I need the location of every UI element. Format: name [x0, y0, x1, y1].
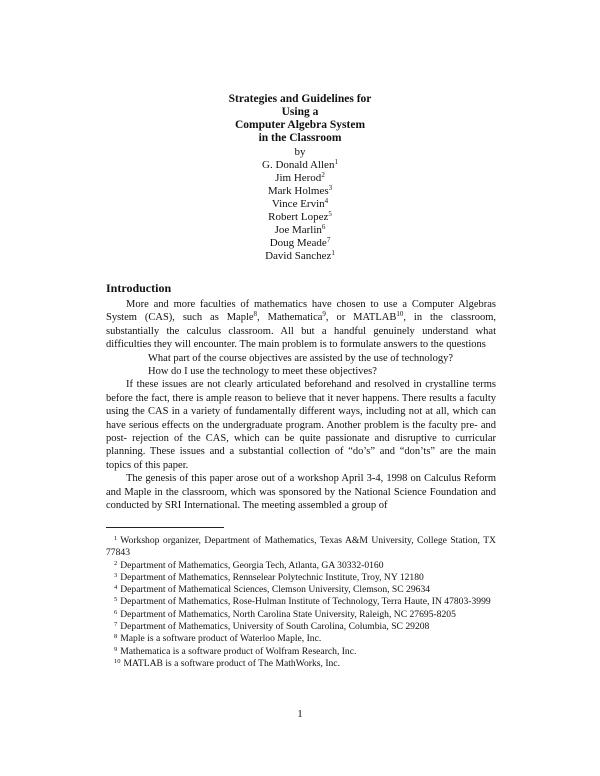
footnote-number: 2	[114, 559, 118, 567]
footnote-number: 5	[114, 596, 118, 604]
footnote-rule	[106, 527, 224, 528]
footnote	[106, 584, 496, 596]
question: What part of the course objectives are assisted by the use of technology?	[148, 352, 453, 364]
footnote	[106, 621, 496, 633]
author	[0, 172, 600, 185]
footnote-text: Department of Mathematics, Rose-Hulman Institute of Technology, Terra Haute, IN 47803-3999	[120, 596, 491, 608]
footnote	[106, 596, 496, 608]
footnote-mark: 7	[326, 236, 331, 244]
paragraph: The genesis of this paper arose out of a workshop April 3-4, 1998 on Calculus Reform and Maple in the classroom, which was sponsored by the National Science Foundation and conducted by SRI International. The meeting assembled a group of	[106, 473, 496, 512]
question: How do I use the technology to meet these objectives?	[148, 366, 377, 378]
paragraph	[106, 298, 496, 352]
footnote-mark: 9	[322, 310, 326, 319]
title-block	[0, 93, 600, 263]
footnote-number: 1	[114, 535, 118, 542]
author-name: Jim Herod	[275, 172, 322, 184]
footnote-number: 8	[114, 633, 118, 641]
footnote-mark: 10	[396, 310, 404, 319]
author	[0, 250, 600, 263]
footnote-text: Department of Mathematics, North Carolina State University, Raleigh, NC 27695-8205	[120, 608, 456, 620]
footnote	[106, 658, 496, 670]
author	[0, 198, 600, 211]
text-run: , in the classroom, substantially the calculus classroom. All but a handful genuinely understand what difficulties they will encounter. The main problem is to formulate answers to the questions	[106, 312, 496, 351]
footnote-mark: 8	[253, 310, 258, 319]
footnote	[106, 572, 496, 584]
footnote-number: 7	[114, 621, 118, 629]
page-number: 1	[297, 708, 303, 720]
footnote-mark: 5	[328, 210, 332, 218]
author-name: Doug Meade	[269, 237, 327, 249]
body-text	[106, 298, 496, 513]
text-run: More and more faculties of mathematics have chosen to use a Computer Algebras System (CAS), such as Maple	[106, 299, 496, 324]
author	[0, 159, 600, 172]
footnote-number: 9	[114, 645, 118, 653]
author	[0, 237, 600, 250]
paragraph: If these issues are not clearly articulated beforehand and resolved in crystalline terms before the fact, there is ample reason to believe that it never happens. There results a faculty using the CAS in a variety of fundamentally different ways, including not at all, which can have serious effects on the undergraduate program. Another problem is the faculty pre- and post- rejection of the CAS, which can be quite passionate and disruptive to curricular planning. These issues and a substantial collection of “do’s” and “don’ts” are the main topics of this paper.	[106, 379, 496, 471]
author-name: Robert Lopez	[268, 211, 329, 223]
title-line: Using a	[281, 106, 319, 118]
author	[0, 185, 600, 198]
footnote	[106, 560, 496, 572]
footnote-number: 6	[114, 608, 118, 616]
footnote-text: Department of Mathematics, Georgia Tech, Atlanta, GA 30332-0160	[120, 559, 384, 571]
text-run: , Mathematica	[257, 312, 323, 324]
footnote-text: Mathematica is a software product of Wolfram Research, Inc.	[120, 645, 357, 657]
author	[0, 211, 600, 224]
footnote	[106, 646, 496, 658]
footnote-mark: 1	[334, 158, 338, 166]
title-line: Strategies and Guidelines for	[228, 93, 372, 105]
footnote-mark: 4	[324, 197, 329, 205]
author-name: Vince Ervin	[271, 198, 325, 210]
footnote	[106, 633, 496, 645]
footnote-text: Department of Mathematical Sciences, Clemson University, Clemson, SC 29634	[120, 584, 431, 596]
footnote-text: MATLAB is a software product of The MathWorks, Inc.	[123, 657, 340, 669]
text-run: , or MATLAB	[325, 312, 397, 324]
footnote-number: 10	[114, 657, 121, 665]
author-name: Mark Holmes	[267, 185, 329, 197]
footnote-mark: 6	[321, 223, 326, 231]
footnote-mark: 3	[328, 184, 333, 192]
footnote-number: 3	[114, 571, 118, 579]
title-line: Computer Algebra System	[234, 119, 366, 131]
footnote-text: Workshop organizer, Department of Mathematics, Texas A&M University, College Station, TX 77843	[106, 535, 496, 559]
footnote-text: Department of Mathematics, Rennselear Polytechnic Institute, Troy, NY 12180	[120, 571, 424, 583]
footnote-mark: 2	[321, 171, 325, 179]
footnote-text: Maple is a software product of Waterloo Maple, Inc.	[120, 633, 322, 645]
footnote-mark: 1	[331, 249, 335, 257]
footnote	[106, 535, 496, 560]
author-name: G. Donald Allen	[262, 159, 335, 171]
author-name: David Sanchez	[265, 250, 332, 262]
footnote	[106, 609, 496, 621]
footnote-number: 4	[114, 584, 118, 592]
footnotes	[106, 535, 496, 670]
footnote-text: Department of Mathematics, University of South Carolina, Columbia, SC 29208	[120, 621, 430, 633]
by-line: by	[294, 146, 306, 158]
title-line: in the Classroom	[258, 132, 342, 144]
author-name: Joe Marlin	[274, 224, 322, 236]
section-heading: Introduction	[106, 281, 172, 295]
author	[0, 224, 600, 237]
